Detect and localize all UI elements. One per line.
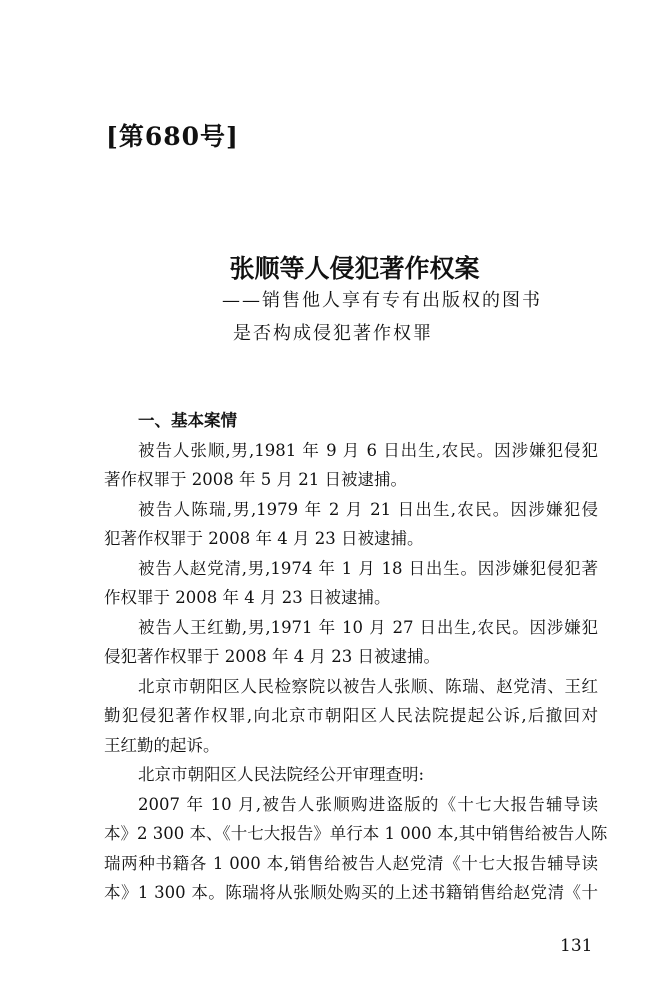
section-heading: 一、基本案情 <box>138 411 237 430</box>
text-line: 被告人赵党清,男,1974 年 1 月 18 日出生。因涉嫌犯侵犯著 <box>138 558 598 578</box>
subtitle-line-2: 是否构成侵犯著作权罪 <box>233 323 433 344</box>
text-line: 被告人张顺,男,1981 年 9 月 6 日出生,农民。因涉嫌犯侵犯 <box>138 440 598 460</box>
text-line: 北京市朝阳区人民检察院以被告人张顺、陈瑞、赵党清、王红 <box>138 676 598 696</box>
text-line: 勤犯侵犯著作权罪,向北京市朝阳区人民法院提起公诉,后撤回对 <box>104 706 598 725</box>
page-number: 131 <box>560 936 593 956</box>
text-line: 被告人陈瑞,男,1979 年 2 月 21 日出生,农民。因涉嫌犯侵 <box>138 499 598 519</box>
subtitle-line-1: ——销售他人享有专有出版权的图书 <box>222 290 542 311</box>
body-text <box>104 406 608 908</box>
case-title: 张顺等人侵犯著作权案 <box>229 254 480 283</box>
text-line: 北京市朝阳区人民法院经公开审理查明: <box>138 765 425 784</box>
text-line: 2007 年 10 月,被告人张顺购进盗版的《十七大报告辅导读 <box>138 794 598 814</box>
text-line: 被告人王红勤,男,1971 年 10 月 27 日出生,农民。因涉嫌犯 <box>138 617 598 637</box>
text-line: 犯著作权罪于 2008 年 4 月 23 日被逮捕。 <box>104 529 424 548</box>
case-number: [第680号] <box>106 122 239 151</box>
text-line: 本》2 300 本、《十七大报告》单行本 1 000 本,其中销售给被告人陈 <box>104 824 608 843</box>
text-line: 著作权罪于 2008 年 5 月 21 日被逮捕。 <box>104 470 407 489</box>
text-line: 王红勤的起诉。 <box>104 735 220 755</box>
text-line: 本》1 300 本。陈瑞将从张顺处购买的上述书籍销售给赵党清《十 <box>104 883 598 902</box>
text-line: 侵犯著作权罪于 2008 年 4 月 23 日被逮捕。 <box>104 647 440 666</box>
text-line: 瑞两种书籍各 1 000 本,销售给被告人赵党清《十七大报告辅导读 <box>104 853 598 873</box>
text-line: 作权罪于 2008 年 4 月 23 日被逮捕。 <box>104 588 391 607</box>
